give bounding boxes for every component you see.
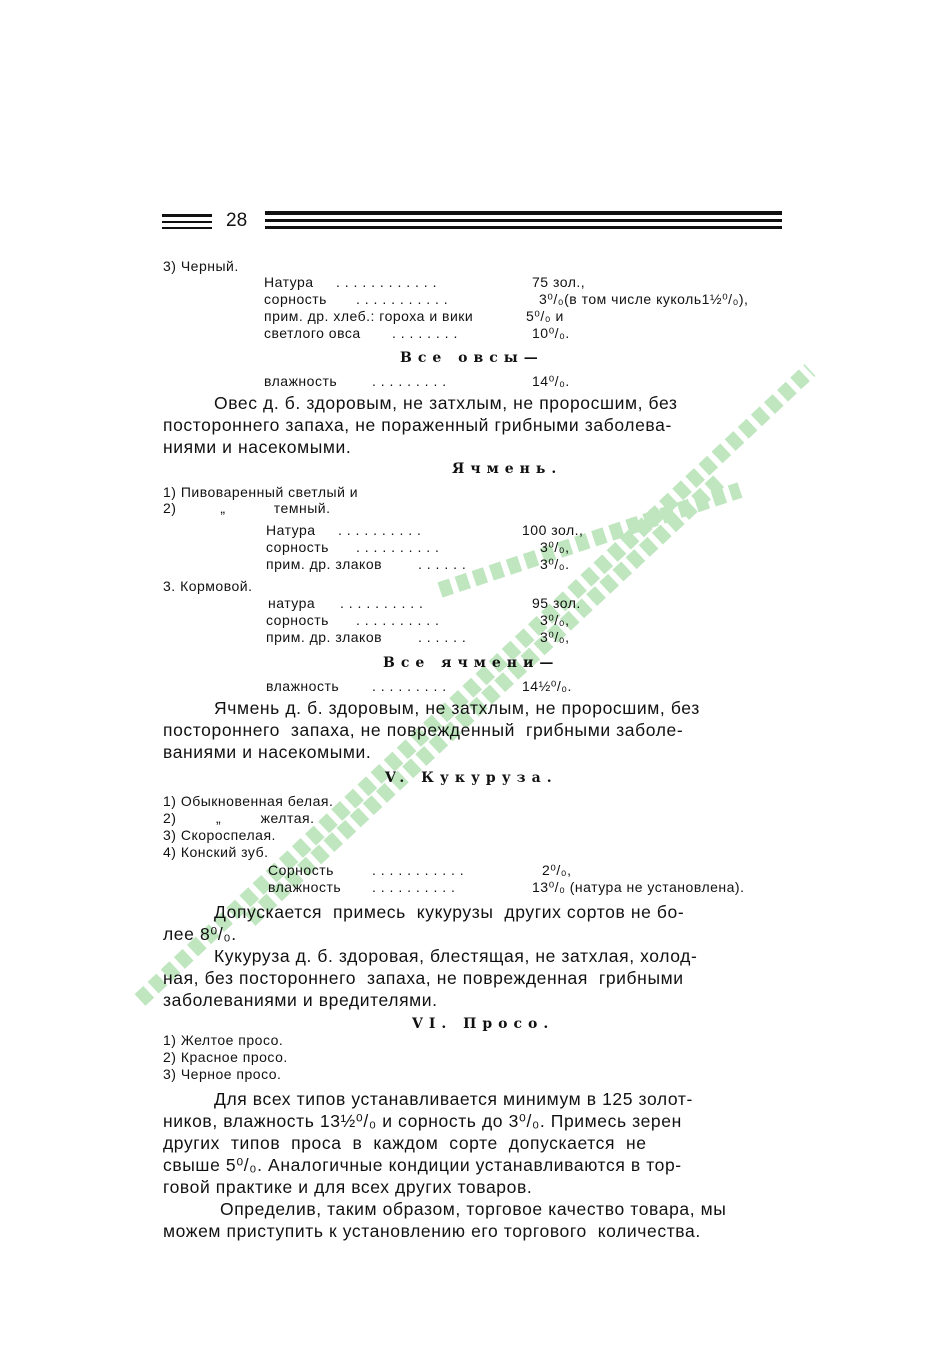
barley-feed-row-other-grains: прим. др. злаков . . . . . . 3⁰/₀, [266, 629, 570, 645]
barley-type-1: 1) Пивоваренный светлый и [163, 484, 359, 500]
corn-type-3: 3) Скороспелая. [163, 827, 276, 843]
millet-paragraph1-line-3: других типов проса в каждом сорте допускается не [163, 1133, 647, 1153]
corn-paragraph2-line-2: ная, без постороннего запаха, не поврежденная грибными [163, 968, 684, 988]
millet-type-3: 3) Черное просо. [163, 1066, 282, 1082]
oats-paragraph-line-1: Овес д. б. здоровым, не затхлым, не проросшим, без [214, 393, 678, 413]
barley-type-2: 2) „ темный. [163, 500, 331, 516]
header-rule-right-1 [265, 211, 782, 215]
corn-paragraph2-line-1: Кукуруза д. б. здоровая, блестящая, не затхлая, холод- [214, 946, 698, 966]
millet-paragraph1-line-2: ников, влажность 13½⁰/₀ и сорность до 3⁰/₀. Примесь зерен [163, 1111, 682, 1131]
header-rule-left-2 [162, 221, 212, 223]
oats-row-sornost: сорность . . . . . . . . . . . 3⁰/₀(в том числе куколь1½⁰/₀), [264, 291, 749, 307]
oats-paragraph-line-2: постороннего запаха, не пораженный грибными заболева- [163, 415, 672, 435]
oats-item-3: 3) Черный. [163, 258, 239, 274]
barley-item-3: 3. Кормовой. [163, 578, 253, 594]
header-rule-right-2 [265, 219, 782, 222]
millet-paragraph1-line-5: говой практике и для всех других товаров. [163, 1177, 533, 1197]
barley-feed-row-natura: натура . . . . . . . . . . 95 зол. [268, 595, 581, 611]
barley-feed-row-sornost: сорность . . . . . . . . . . 3⁰/₀, [266, 612, 570, 628]
millet-heading: VI. Просо. [412, 1016, 555, 1032]
barley-moisture: влажность . . . . . . . . . 14½⁰/₀. [266, 678, 572, 694]
barley-row-other-grains: прим. др. злаков . . . . . . 3⁰/₀. [266, 556, 570, 572]
barley-paragraph-line-1: Ячмень д. б. здоровым, не затхлым, не проросшим, без [214, 698, 700, 718]
corn-paragraph1-line-2: лее 8⁰/₀. [163, 924, 237, 944]
header-rule-right-3 [265, 226, 782, 229]
page-number: 28 [226, 210, 248, 231]
corn-heading: V. Кукуруза. [385, 770, 558, 786]
millet-paragraph1-line-1: Для всех типов устанавливается минимум в 125 золот- [214, 1089, 693, 1109]
barley-paragraph-line-3: ваниями и насекомыми. [163, 742, 372, 762]
corn-type-4: 4) Конский зуб. [163, 844, 269, 860]
millet-paragraph2-line-2: можем приступить к установлению его торгового количества. [163, 1221, 701, 1241]
header-rule-left-1 [162, 214, 212, 217]
barley-row-sornost: сорность . . . . . . . . . . 3⁰/₀, [266, 539, 570, 555]
oats-all-heading: Все овсы— [400, 350, 544, 366]
oats-row-admixture: прим. др. хлеб.: гороха и вики 5⁰/₀ и [264, 308, 564, 324]
oats-row-natura: Натура . . . . . . . . . . . . 75 зол., [264, 274, 586, 290]
barley-paragraph-line-2: постороннего запаха, не поврежденный грибными заболе- [163, 720, 684, 740]
millet-paragraph1-line-4: свыше 5⁰/₀. Аналогичные кондиции устанавливаются в тор- [163, 1155, 682, 1175]
millet-paragraph2-line-1: Определив, таким образом, торговое качество товара, мы [220, 1199, 727, 1219]
barley-row-natura: Натура . . . . . . . . . . 100 зол., [266, 522, 584, 538]
corn-row-moisture: влажность . . . . . . . . . . 13⁰/₀ (натура не установлена). [268, 879, 745, 895]
oats-paragraph-line-3: ниями и насекомыми. [163, 437, 352, 457]
corn-paragraph1-line-1: Допускается примесь кукурузы других сортов не бо- [214, 902, 685, 922]
oats-row-light-oats: светлого овса . . . . . . . . 10⁰/₀. [264, 325, 570, 341]
corn-type-1: 1) Обыкновенная белая. [163, 793, 334, 809]
corn-row-sornost: Сорность . . . . . . . . . . . 2⁰/₀, [268, 862, 572, 878]
barley-all-heading: Все ячмени— [383, 655, 560, 671]
corn-type-2: 2) „ желтая. [163, 810, 315, 826]
barley-heading: Ячмень. [452, 461, 563, 477]
millet-type-1: 1) Желтое просо. [163, 1032, 284, 1048]
millet-type-2: 2) Красное просо. [163, 1049, 288, 1065]
corn-paragraph2-line-3: заболеваниями и вредителями. [163, 990, 438, 1010]
header-rule-left-3 [162, 227, 212, 229]
oats-moisture: влажность . . . . . . . . . 14⁰/₀. [264, 373, 570, 389]
